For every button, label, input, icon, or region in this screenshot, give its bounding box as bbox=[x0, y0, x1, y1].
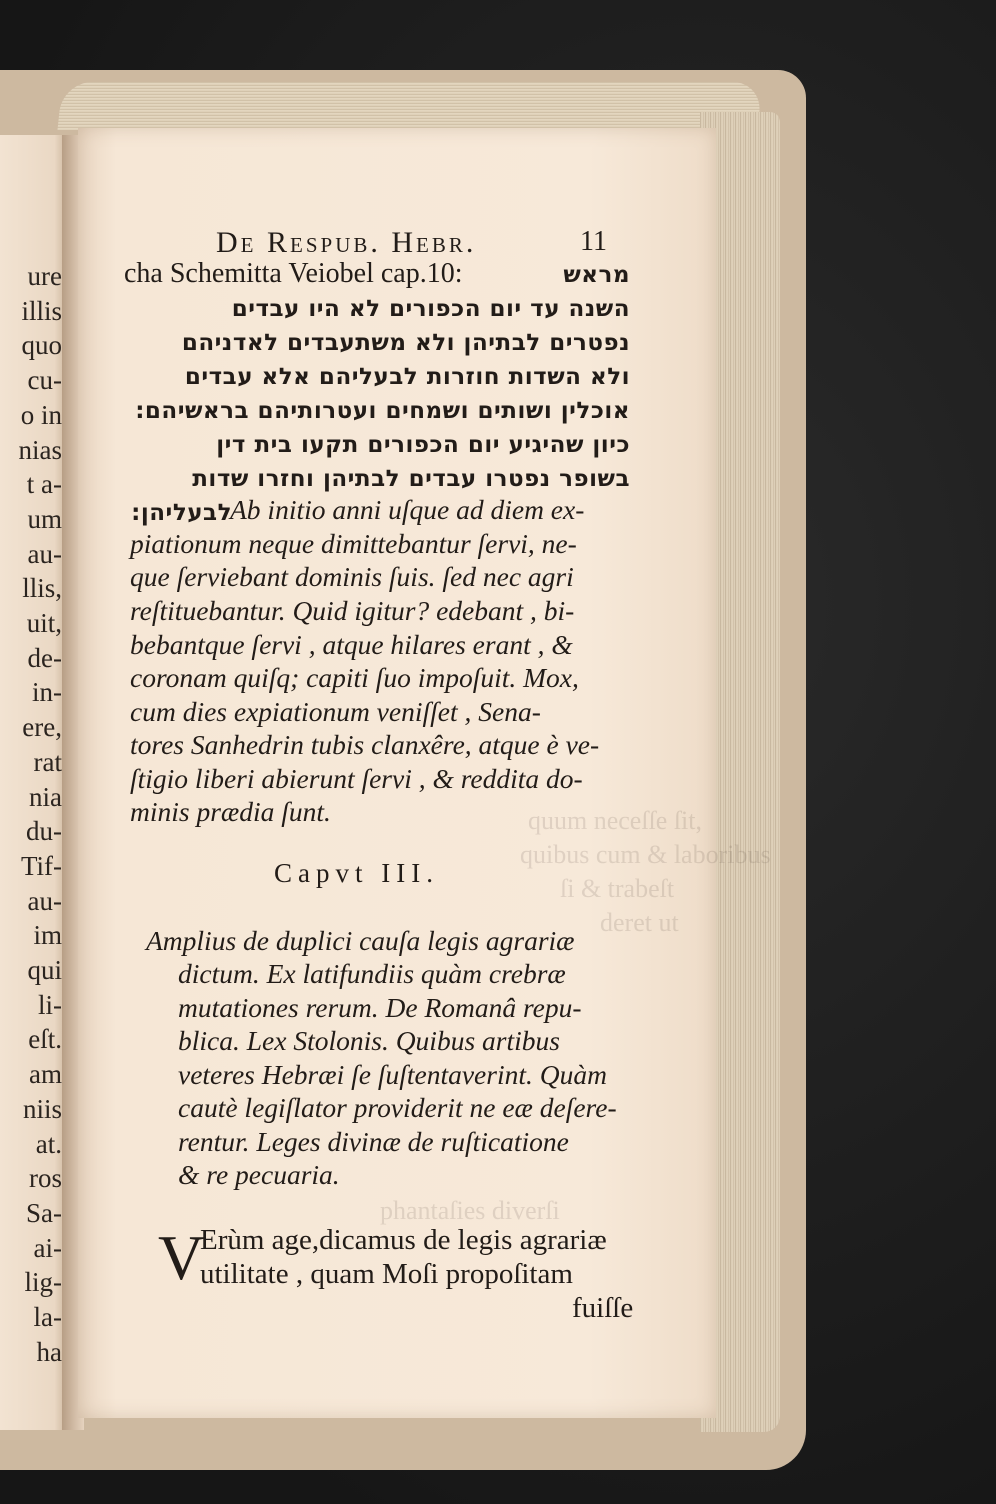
left-page-fragment: llis, bbox=[22, 573, 62, 604]
body-line: Ab initio anni uſque ad diem ex- bbox=[230, 494, 585, 525]
summary-line: veteres Hebræi ſe ſuſtentaverint. Quàm bbox=[178, 1059, 607, 1090]
hebrew-line: כיון שהיגיע יום הכפורים תקעו בית דין bbox=[216, 432, 630, 458]
left-page-fragment: li- bbox=[38, 989, 62, 1020]
left-page-fragment: um bbox=[27, 503, 62, 534]
hebrew-line: ולא השדות חוזרות לבעליהם אלא עבדים bbox=[184, 364, 630, 390]
left-page-fragment: qui bbox=[27, 955, 62, 985]
body-line: coronam quiſq; capiti ſuo impoſuit. Mox, bbox=[130, 662, 579, 693]
running-head: De Reſpub. Hebr. bbox=[216, 226, 477, 259]
left-page-fragment: Sa- bbox=[26, 1197, 62, 1228]
hebrew-line: בשופר נפטרו עבדים לבתיהן וחזרו שדות bbox=[192, 466, 630, 492]
left-page-fragment: in- bbox=[32, 677, 62, 708]
summary-line: Amplius de duplici cauſa legis agrariæ bbox=[146, 925, 575, 956]
show-through-line: quum neceſſe ſit, bbox=[528, 806, 703, 835]
left-page-fragment: cu- bbox=[27, 365, 62, 396]
drop-cap: V bbox=[158, 1222, 205, 1293]
left-page-fragment: at. bbox=[35, 1128, 62, 1159]
page-number: 11 bbox=[580, 226, 607, 257]
body-line: reſtituebantur. Quid igitur? edebant , bi- bbox=[130, 595, 575, 626]
show-through-line: deret ut bbox=[600, 908, 679, 937]
body-line: minis prædia ſunt. bbox=[130, 796, 331, 827]
hebrew-line: לבעליהן: bbox=[131, 500, 232, 526]
left-page bbox=[0, 135, 68, 1430]
body-line: bebantque ſervi , atque hilares erant , & bbox=[130, 629, 573, 660]
left-page-fragment: au- bbox=[27, 538, 62, 569]
body-line: piationum neque dimittebantur ſervi, ne- bbox=[130, 528, 577, 559]
summary-line: cautè legiſlator providerit ne eæ deſere- bbox=[178, 1092, 617, 1123]
catchword: fuiſſe bbox=[572, 1292, 634, 1324]
left-page-fragment: am bbox=[29, 1059, 62, 1090]
left-page-fragment: ha bbox=[36, 1336, 62, 1367]
hebrew-line: נפטרים לבתיהן ולא משתעבדים לאדניהם bbox=[181, 330, 630, 356]
show-through-line: quibus cum & laboribus bbox=[520, 840, 771, 869]
body-line: cum dies expiationum veniſſet , Sena- bbox=[130, 696, 541, 727]
left-page-fragment: t a- bbox=[26, 469, 62, 500]
summary-line: rentur. Leges divinæ de ruſticatione bbox=[178, 1126, 569, 1157]
left-page-fragment: eſt. bbox=[28, 1024, 62, 1055]
left-page-fragment: uit, bbox=[26, 608, 62, 638]
show-through-line: ſi & trabeſt bbox=[560, 874, 675, 903]
left-page-fragment: quo bbox=[21, 330, 62, 361]
left-page-fragment: ure bbox=[27, 261, 62, 291]
left-page-fragment: lig- bbox=[24, 1267, 62, 1298]
body-line: ſtigio liberi abierunt ſervi , & reddita do- bbox=[130, 763, 583, 794]
chapter-title: Capvt III. bbox=[274, 858, 439, 888]
hebrew-line: מראש bbox=[563, 262, 630, 288]
left-page-fragment: nias bbox=[18, 434, 62, 465]
left-page-fragment: du- bbox=[26, 816, 62, 847]
left-page-fragment: illis bbox=[21, 295, 62, 326]
left-page-fragment: nia bbox=[29, 781, 62, 812]
left-page-fragment: o in bbox=[20, 399, 62, 430]
body-line: Erùm age,dicamus de legis agrariæ bbox=[200, 1224, 607, 1256]
body-line: que ſerviebant dominis ſuis. ſed nec agri bbox=[130, 561, 574, 592]
summary-line: mutationes rerum. De Romanâ repu- bbox=[178, 992, 582, 1023]
left-page-fragment: la- bbox=[33, 1302, 62, 1332]
left-page-fragment: niis bbox=[22, 1093, 62, 1124]
book-top-edge bbox=[57, 82, 762, 130]
summary-line: dictum. Ex latifundiis quàm crebræ bbox=[178, 958, 566, 989]
body-line: utilitate , quam Moſi propoſitam bbox=[200, 1258, 573, 1290]
left-page-fragment: rat bbox=[33, 746, 62, 777]
body-line: tores Sanhedrin tubis clanxêre, atque è ve- bbox=[130, 729, 600, 760]
summary-line: & re pecuaria. bbox=[178, 1159, 340, 1190]
left-page-fragment: im bbox=[33, 920, 62, 951]
body-line: cha Schemitta Veiobel cap.10: bbox=[124, 258, 463, 289]
hebrew-line: השנה עד יום הכפורים לא היו עבדים bbox=[231, 296, 630, 322]
left-page-fragment: ere, bbox=[22, 712, 62, 743]
left-page-fragment: de- bbox=[27, 642, 62, 673]
left-page-fragment: ros bbox=[29, 1163, 62, 1194]
left-page-fragment: Tif- bbox=[20, 850, 62, 881]
left-page-fragment: au- bbox=[27, 885, 62, 916]
hebrew-line: אוכלין ושותים ושמחים ועטרותיהם בראשיהם: bbox=[135, 398, 630, 424]
show-through-line: phantaſies diverſi bbox=[380, 1196, 560, 1225]
summary-line: blica. Lex Stolonis. Quibus artibus bbox=[178, 1025, 560, 1056]
left-page-fragment: ai- bbox=[33, 1232, 62, 1263]
